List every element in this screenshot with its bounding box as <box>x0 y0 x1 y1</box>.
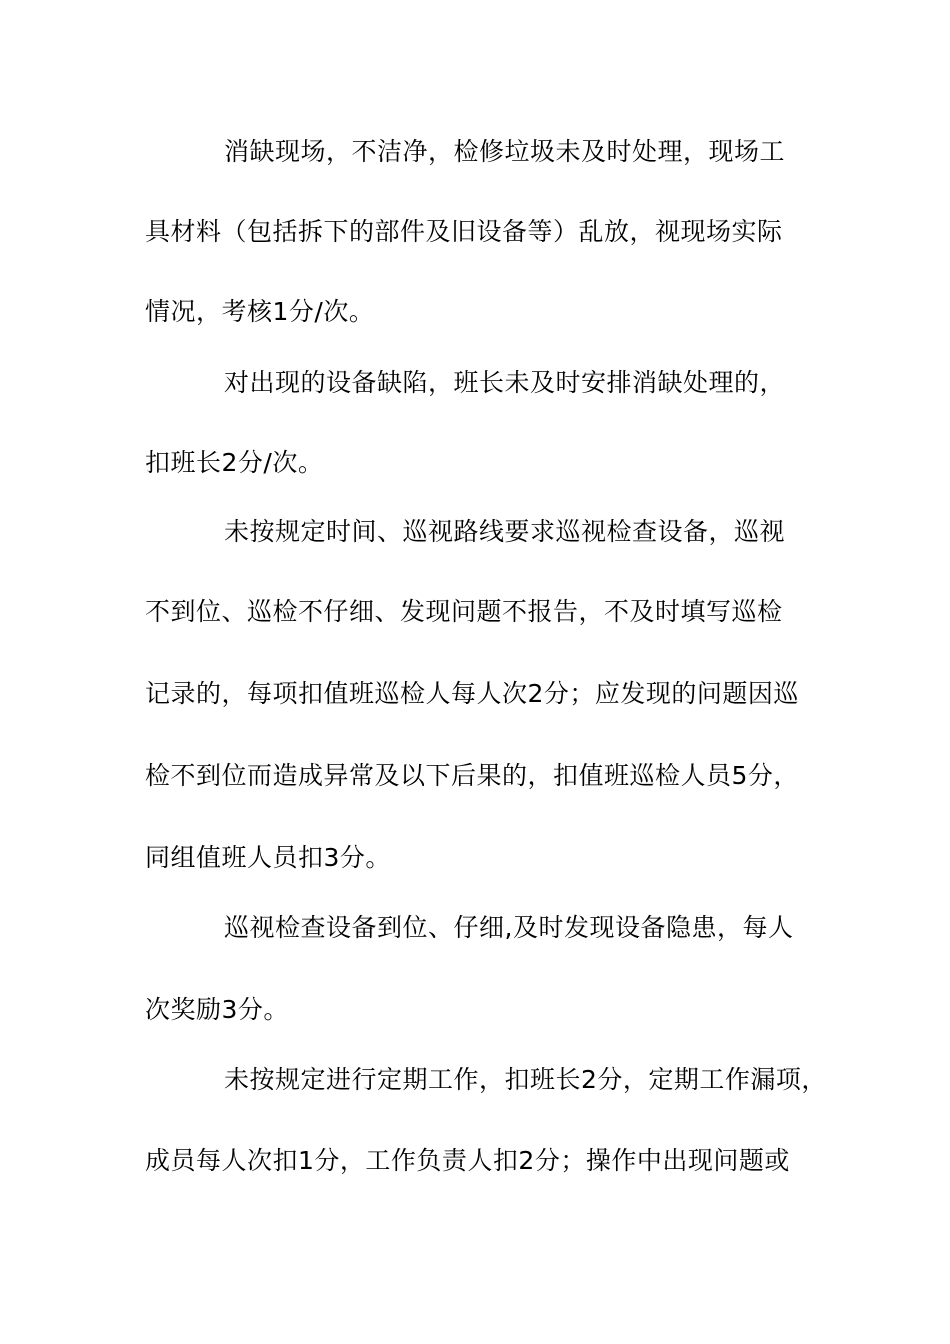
paragraph-line: 对出现的设备缺陷，班长未及时安排消缺处理的， <box>224 368 786 397</box>
paragraph-line: 未按规定时间、巡视路线要求巡视检查设备，巡视 <box>224 517 786 546</box>
paragraph-line: 消缺现场，不洁净，检修垃圾未及时处理，现场工 <box>224 137 786 166</box>
paragraph-line: 同组值班人员扣3分。 <box>145 843 391 872</box>
paragraph-line: 不到位、巡检不仔细、发现问题不报告，不及时填写巡检 <box>145 597 783 626</box>
paragraph-line: 情况，考核1分/次。 <box>145 297 375 326</box>
paragraph-line: 记录的，每项扣值班巡检人每人次2分；应发现的问题因巡 <box>145 679 799 708</box>
paragraph-line: 成员每人次扣1分，工作负责人扣2分；操作中出现问题或 <box>145 1146 790 1175</box>
paragraph-line: 具材料（包括拆下的部件及旧设备等）乱放，视现场实际 <box>145 217 783 246</box>
paragraph-line: 次奖励3分。 <box>145 995 289 1024</box>
paragraph-line: 检不到位而造成异常及以下后果的，扣值班巡检人员5分， <box>145 761 799 790</box>
paragraph-line: 巡视检查设备到位、仔细,及时发现设备隐患，每人 <box>224 913 794 942</box>
paragraph-line: 扣班长2分/次。 <box>145 448 324 477</box>
paragraph-line: 未按规定进行定期工作，扣班长2分，定期工作漏项， <box>224 1065 827 1094</box>
